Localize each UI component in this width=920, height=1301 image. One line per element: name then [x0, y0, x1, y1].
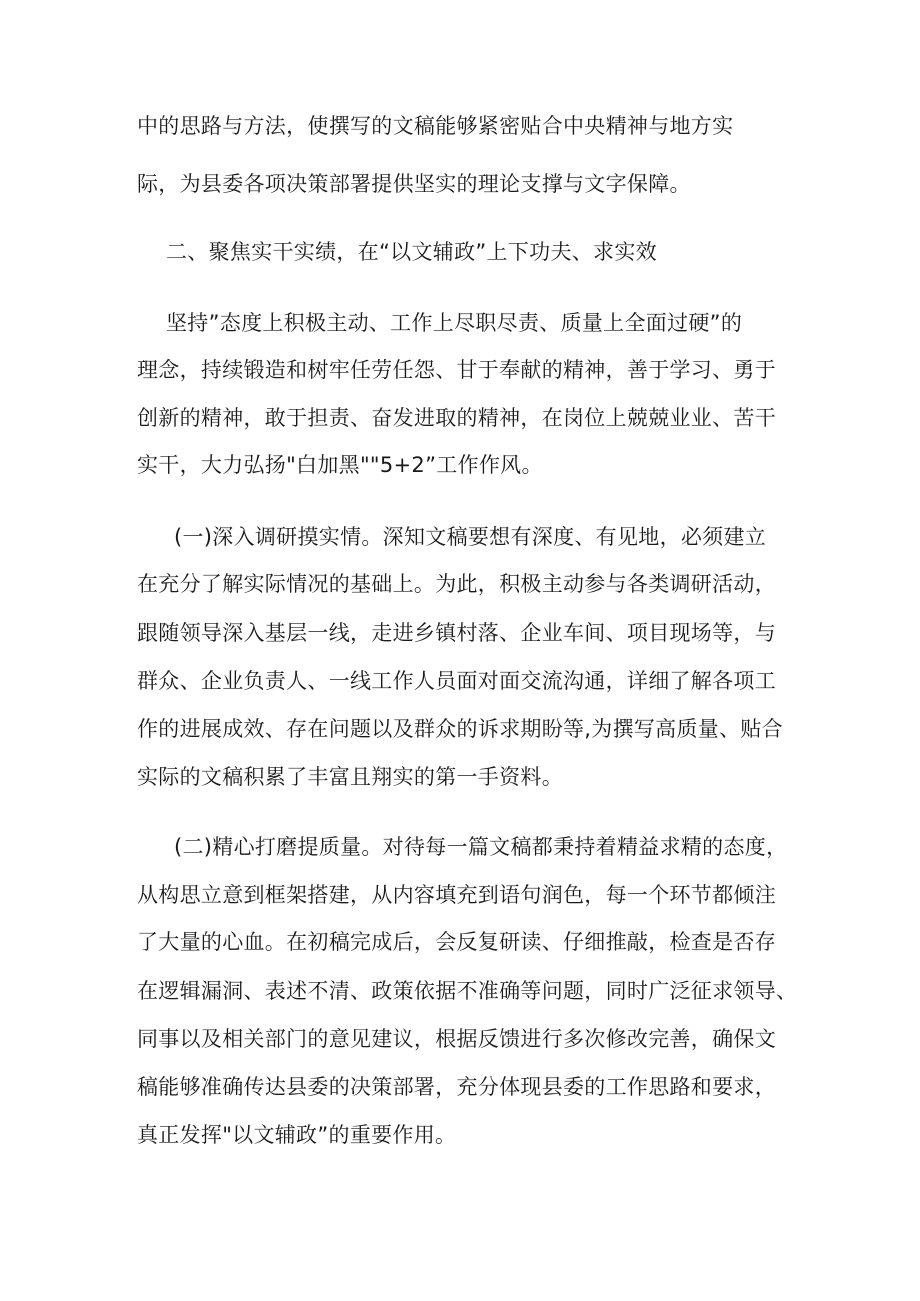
text-line: 创新的精神，敢于担责、奋发进取的精神，在岗位上兢兢业业、苦干 — [137, 406, 776, 430]
subsection-heading: (一)深入调研摸实情。深知文稿要想有深度、有见地，必须建立 — [174, 525, 767, 549]
text-line: 跟随领导深入基层一线，走进乡镇村落、企业车间、项目现场等，与 — [137, 621, 776, 645]
text-line: 在充分了解实际情况的基础上。为此，积极主动参与各类调研活动， — [137, 572, 776, 596]
text-line: 了大量的心血。在初稿完成后，会反复研读、仔细推敲，检查是否存 — [137, 930, 776, 954]
text-line: 理念，持续锻造和树牢任劳任怨、甘于奉献的精神，善于学习、勇于 — [137, 358, 776, 382]
text-line: 实干，大力弘扬"白加黑""5+2”工作作风。 — [137, 453, 543, 477]
text-line: 作的进展成效、存在问题以及群众的诉求期盼等,为撰写高质量、贴合 — [137, 717, 783, 741]
text-line: 真正发挥"以文辅政”的重要作用。 — [137, 1123, 457, 1147]
text-line: 实际的文稿积累了丰富且翔实的第一手资料。 — [137, 765, 563, 789]
text-line: 坚持”态度上积极主动、工作上尽职尽责、质量上全面过硬”的 — [166, 311, 743, 335]
text-line: 中的思路与方法，使撰写的文稿能够紧密贴合中央精神与地方实 — [137, 114, 734, 138]
text-line: 稿能够准确传达县委的决策部署，充分体现县委的工作思路和要求， — [137, 1075, 776, 1099]
text-line: 群众、企业负责人、一线工作人员面对面交流沟通，详细了解各项工 — [137, 669, 776, 693]
text-line: 际，为县委各项决策部署提供坚实的理论支撑与文字保障。 — [137, 172, 691, 196]
text-line: 在逻辑漏洞、表述不清、政策依据不准确等问题，同时广泛征求领导、 — [137, 979, 798, 1003]
text-line: 同事以及相关部门的意见建议，根据反馈进行多次修改完善，确保文 — [137, 1027, 776, 1051]
section-heading: 二、聚焦实干实绩，在“以文辅政”上下功夫、求实效 — [166, 240, 657, 264]
text-line: 从构思立意到框架搭建，从内容填充到语句润色，每一个环节都倾注 — [137, 883, 776, 907]
subsection-heading: (二)精心打磨提质量。对待每一篇文稿都秉持着精益求精的态度， — [174, 835, 788, 859]
